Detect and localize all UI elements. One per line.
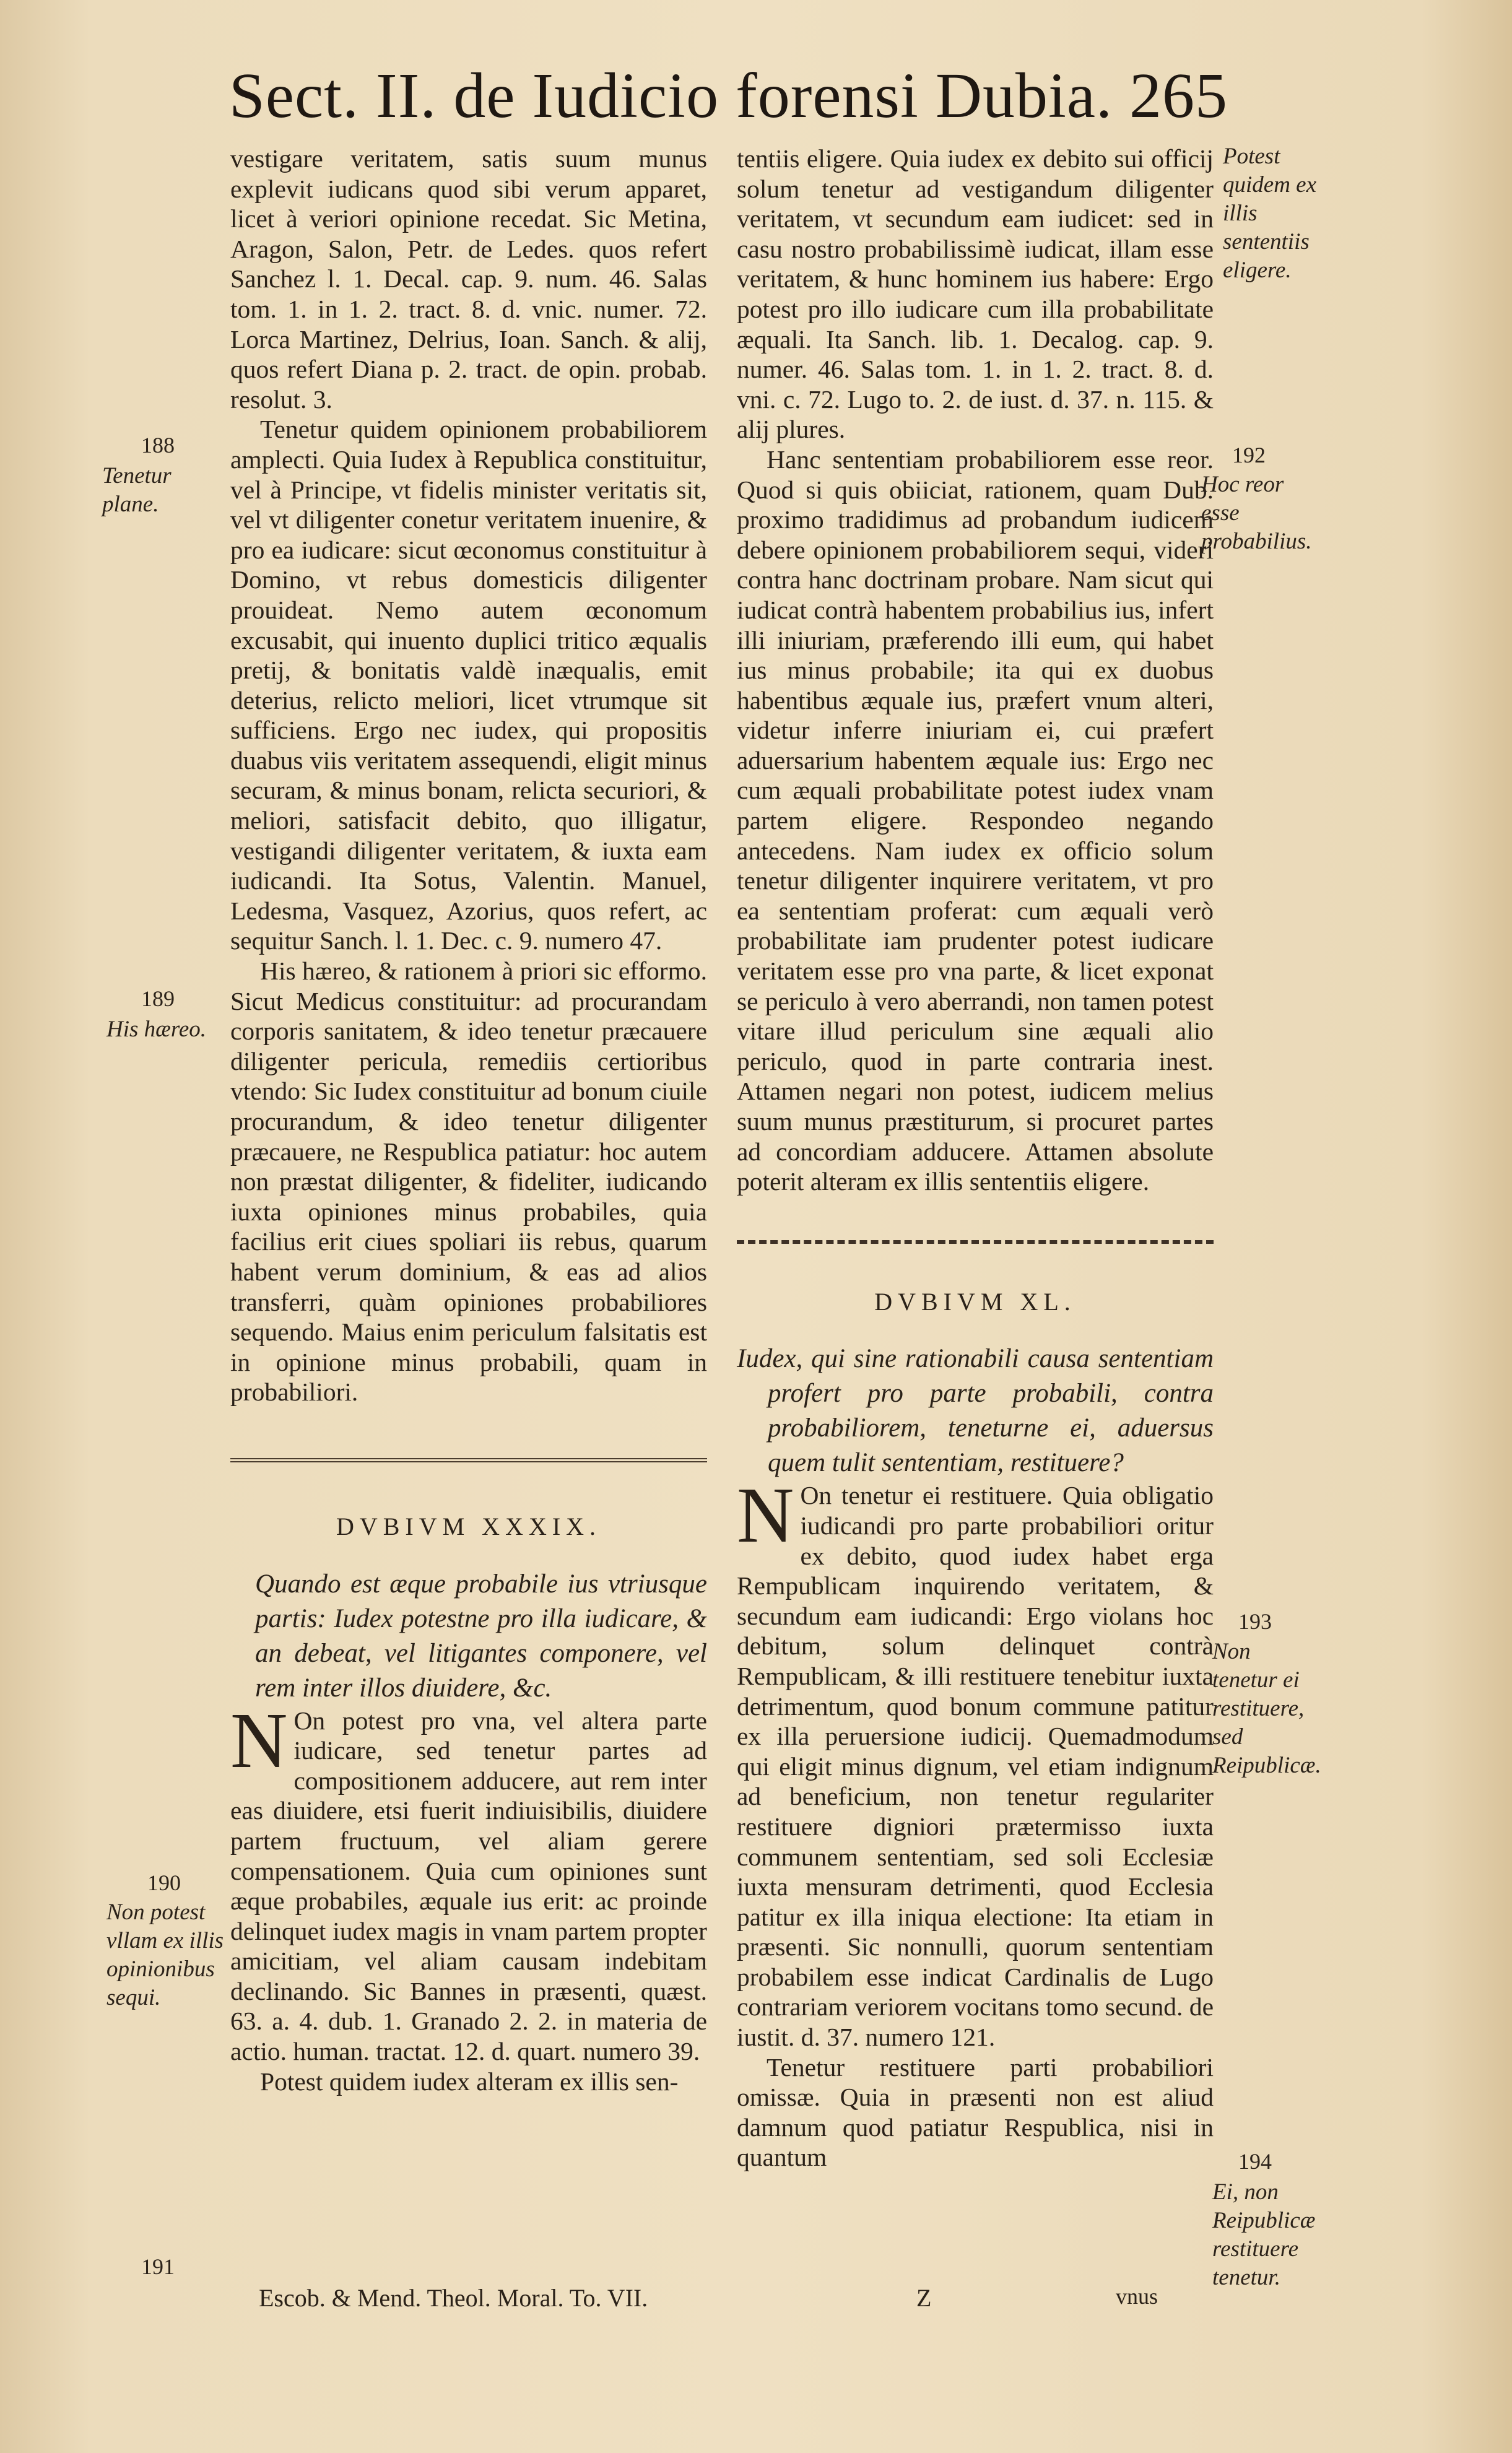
right-column bbox=[737, 144, 1214, 2173]
running-head: Sect. II. de Iudicio forensi Dubia. 265 bbox=[229, 60, 1228, 131]
paragraph: Tenetur restituere parti probabiliori omissæ. Quia in præsenti non est aliud damnum quod patiatur Respublica, nisi in quantum bbox=[737, 2052, 1214, 2172]
margin-note: Tenetur plane. bbox=[102, 463, 172, 517]
dubium-body-text: On tenetur ei restituere. Quia obligatio iudicandi pro parte probabiliori oritur ex debito, quod iudex habet erga Rempublicam inquirendo veritatem, & secundum eam iudicandi: Ergo violans hoc debitum, solum delinquet contrà Rempublicam, & illi restituere tenebitur iuxta detrimentum, quod bonum commune patitur ex illa peruersione iudicij. Quemadmodum qui eligit minus dignum, vel etiam indignum ad beneficium, non tenetur regulariter restituere digniori prætermisso iuxta communem sententiam, sed soli Ecclesiæ iuxta mensuram detrimenti, quod Ecclesia patitur ex illa iniqua electione: Ita etiam in præsenti. Sic nonnulli, quorum sententiam probabilem esse indicat Cardinalis de Lugo contrariam veriorem vocitans tomo secund. de iustit. d. 37. numero 121. bbox=[737, 1481, 1214, 2052]
margin-note: Non tenetur ei restituere, sed Reipublicæ. bbox=[1212, 1639, 1321, 1778]
paragraph: vestigare veritatem, satis suum munus explevit iudicans quod sibi verum apparet, licet à veriori opinione recedat. Sic Metina, Aragon, Salon, Petr. de Ledes. quos refert Sanchez l. 1. Decal. cap. 9. num. 46. Salas tom. 1. in 1. 2. tract. 8. d. vnic. numer. 72. Lorca Martinez, Delrius, Ioan. Sanch. & alij, quos refert Diana p. 2. tract. de opin. probab. resolut. 3. bbox=[230, 144, 707, 414]
drop-cap: N bbox=[230, 1696, 288, 1784]
margin-number: 190 bbox=[147, 1870, 181, 1895]
dubium-body bbox=[737, 1471, 1214, 2052]
margin-note: Potest quidem ex illis sententiis eligere. bbox=[1223, 144, 1317, 283]
margin-number: 193 bbox=[1238, 1609, 1272, 1634]
margin-number: 188 bbox=[141, 433, 175, 458]
paragraph: His hæreo, & rationem à priori sic efformo. Sicut Medicus constituitur: ad procurandam corporis sanitatem, & ideo tenetur præcauere diligenter pericula, remediis certioribus vtendo: Sic Iudex constituitur ad bonum ciuile procurandum, & ideo tenetur diligenter præcauere, ne Respublica patiatur: hoc autem non præstat diligenter, & fideliter, iudicando iuxta opiniones minus probabiles, quia facilius erit ciues spoliari iis rebus, quarum habent verum dominium, & eas ad alios transferri, quàm opiniones probabiliores sequendo. Maius enim periculum falsitatis est in opinione minus probabili, quam in probabiliori. bbox=[230, 957, 707, 1407]
margin-number: 189 bbox=[141, 986, 175, 1011]
paragraph: Potest quidem iudex alteram ex illis sen- bbox=[260, 2067, 679, 2096]
margin-number: 191 bbox=[141, 2254, 175, 2279]
margin-note: His hæreo. bbox=[106, 1017, 207, 1042]
drop-cap: N bbox=[737, 1471, 794, 1560]
dubium-summary: Iudex, qui sine rationabili causa sententiam profert pro parte probabili, contra probabiliorem, teneturne ei, aduersus quem tulit sententiam, restituere? bbox=[737, 1344, 1214, 1478]
paragraph: Tenetur quidem opinionem probabiliorem amplecti. Quia Iudex à Republica constituitur, vel à Principe, vt fidelis minister veritatis sit, vel vt diligenter conetur veritatem inuenire, & pro ea iudicare: sicut œconomus constituitur à Domino, vt rebus domesticis diligenter prouideat. Nemo autem œconomum excusabit, qui inuento duplici tritico æqualis pretij, & bonitatis valdè inæqualis, emit deterius, relicto meliori, licet vtrumque sit sufficiens. Ergo nec iudex, qui propositis duabus viis veritatem assequendi, eligit minus securam, & minus bonam, relicta securiori, & meliori, satisfacit debito, quo illigatur, vestigandi diligenter veritatem, & iuxta eam iudicandi. Ita Sotus, Valentin. Manuel, Ledesma, Vasquez, Azorius, quos refert, ac sequitur Sanch. l. 1. Dec. c. 9. numero 47. bbox=[230, 415, 707, 955]
footer-attribution: Escob. & Mend. Theol. Moral. To. VII. bbox=[259, 2284, 648, 2312]
margin-number: 192 bbox=[1232, 443, 1266, 467]
section-rule bbox=[230, 1458, 707, 1462]
dubium-body bbox=[230, 1696, 707, 2067]
margin-number: 194 bbox=[1238, 2149, 1272, 2174]
section-rule bbox=[737, 1240, 1214, 1244]
catchword: vnus bbox=[1116, 2284, 1158, 2309]
signature-mark: Z bbox=[916, 2284, 933, 2312]
dubium-title: DVBIVM XL. bbox=[874, 1287, 1076, 1316]
paragraph: tentiis eligere. Quia iudex ex debito sui officij solum tenetur ad vestigandum diligenter veritatem, vt secundum eam iudicet: sed in casu nostro probabilissimè iudicat, illam esse veritatem, & hunc hominem ius habere: Ergo potest pro illo iudicare cum illa probabilitate æquali. Ita Sanch. lib. 1. Decalog. cap. 9. numer. 46. Salas tom. 1. in 1. 2. tract. 8. d. vni. c. 72. Lugo to. 2. de iust. d. 37. n. 115. & alij plures. bbox=[737, 144, 1214, 444]
margin-note: Hoc reor esse probabilius. bbox=[1201, 472, 1312, 554]
margin-note: Ei, non Reipublicæ restituere tenetur. bbox=[1212, 2179, 1316, 2290]
paragraph: Hanc sententiam probabiliorem esse reor. Quod si quis obiiciat, rationem, quam Dub. proximo tradidimus ad probandum iudicem debere opinionem probabiliorem sequi, videri contra hanc doctrinam probare. Nam sicut qui iudicat contrà habentem probabilius ius, infert illi iniuriam, præferendo illi eum, qui habet ius minus probabile; ita qui ex duobus habentibus æquale ius, præfert vnum alteri, videtur inferre iniuriam ei, cui præfert aduersarium habentem æquale ius: Ergo nec cum æquali probabilitate potest iudex vnam partem eligere. Respondeo negando antecedens. Nam iudex ex officio solum tenetur diligenter inquirere veritatem, vt pro ea sententiam proferat: cum æquali verò probabilitate iam prudenter potest iudicare veritatem esse pro vna parte, & licet exponat se periculo à vero aberrandi, non tamen potest vitare illud periculum sine æquali alio periculo, quod in parte contraria inest. Attamen negari non potest, iudicem melius suum munus præstiturum, si procuret partes ad concordiam adducere. Attamen absolute poterit alteram ex illis sententiis eligere. bbox=[737, 445, 1214, 1196]
dubium-summary: Quando est æque probabile ius vtriusque partis: Iudex potestne pro illa iudicare, & an debeat, vel litigantes componere, vel rem inter illos diuidere, &c. bbox=[255, 1569, 707, 1703]
dubium-body-text: On potest pro vna, vel altera parte iudicare, sed tenetur partes ad compositionem adducere, aut rem inter eas diuidere, etsi fuerit indiuisibilis, diuidere partem fructuum, vel aliam gerere compensationem. Quia cum opiniones sunt æque probabiles, æquale ius erit: ac proinde delinquet iudex magis in vnam partem propter amicitiam, vel aliam causam indebitam declinando. Sic Bannes in præsenti, quæst. 63. a. 4. dub. 1. Granado 2. 2. in materia de actio. human. tractat. 12. d. quart. numero 39. bbox=[230, 1706, 707, 2066]
left-column bbox=[230, 144, 707, 2096]
dubium-title: DVBIVM XXXIX. bbox=[336, 1512, 602, 1540]
margin-note: Non potest vllam ex illis opinionibus sequi. bbox=[106, 1899, 224, 2010]
